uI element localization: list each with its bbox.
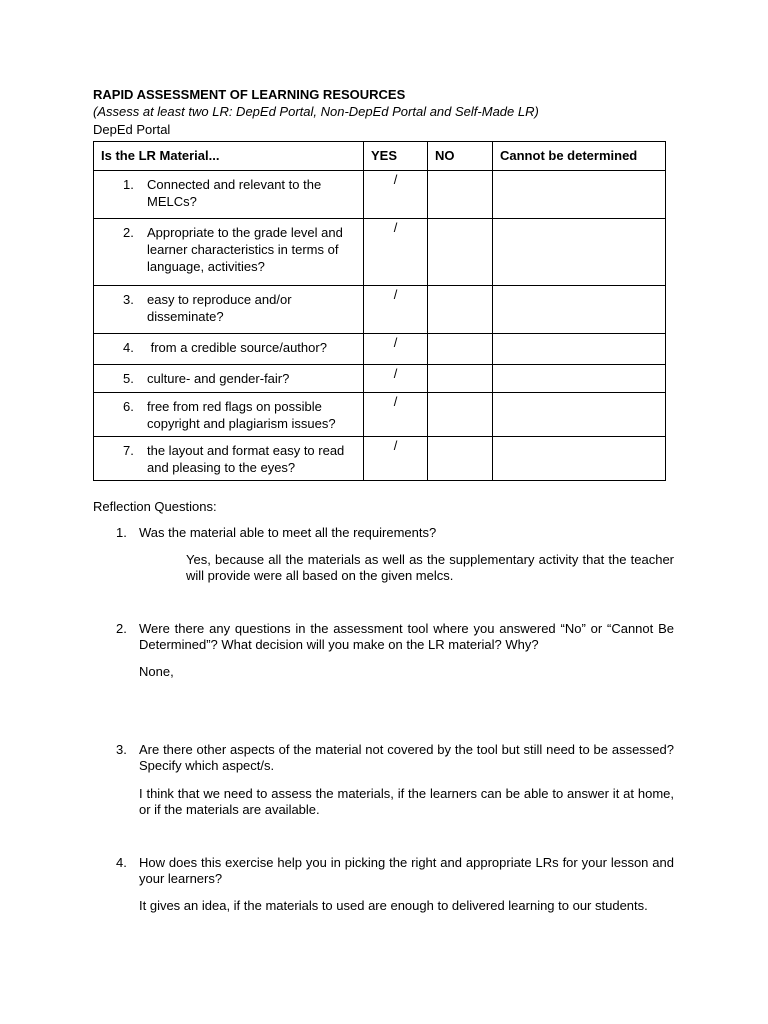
table-row bbox=[94, 286, 666, 334]
yes-cell: / bbox=[364, 219, 428, 286]
criterion-number: 6. bbox=[123, 399, 134, 414]
cbd-cell bbox=[493, 286, 666, 334]
yes-cell: / bbox=[364, 171, 428, 219]
page-subtitle: (Assess at least two LR: DepEd Portal, Non-DepEd Portal and Self-Made LR) bbox=[93, 104, 539, 119]
reflection-question-2 bbox=[116, 621, 674, 653]
no-cell bbox=[428, 171, 493, 219]
table-header-row bbox=[94, 142, 666, 171]
column-header-yes: YES bbox=[364, 142, 428, 171]
cbd-cell bbox=[493, 437, 666, 481]
criterion-cell bbox=[94, 219, 364, 286]
cbd-cell bbox=[493, 393, 666, 437]
question-text: How does this exercise help you in picking the right and appropriate LRs for your lesson and your learners? bbox=[139, 855, 674, 886]
criterion-cell bbox=[94, 171, 364, 219]
reflection-question-1 bbox=[116, 525, 674, 541]
table-row bbox=[94, 171, 666, 219]
criterion-text: the layout and format easy to read and pleasing to the eyes? bbox=[147, 443, 345, 475]
criterion-cell bbox=[94, 393, 364, 437]
cbd-cell bbox=[493, 171, 666, 219]
no-cell bbox=[428, 437, 493, 481]
column-header-material: Is the LR Material... bbox=[94, 142, 364, 171]
question-number: 3. bbox=[116, 742, 127, 757]
no-cell bbox=[428, 286, 493, 334]
question-number: 4. bbox=[116, 855, 127, 870]
table-row bbox=[94, 334, 666, 365]
criterion-cell bbox=[94, 334, 364, 365]
no-cell bbox=[428, 334, 493, 365]
criterion-text: from a credible source/author? bbox=[147, 340, 327, 355]
criterion-number: 5. bbox=[123, 371, 134, 386]
assessment-table bbox=[93, 141, 666, 481]
question-text: Were there any questions in the assessment tool where you answered “No” or “Cannot Be Determined”? What decision will you make on the LR material? Why? bbox=[139, 621, 674, 652]
question-text: Are there other aspects of the material not covered by the tool but still need to be assessed? Specify which aspect/s. bbox=[139, 742, 674, 773]
column-header-no: NO bbox=[428, 142, 493, 171]
table-row bbox=[94, 365, 666, 393]
question-number: 2. bbox=[116, 621, 127, 636]
reflection-question-3 bbox=[116, 742, 674, 774]
criterion-cell bbox=[94, 365, 364, 393]
criterion-number: 3. bbox=[123, 292, 134, 307]
page-title: RAPID ASSESSMENT OF LEARNING RESOURCES bbox=[93, 87, 406, 102]
no-cell bbox=[428, 219, 493, 286]
criterion-number: 2. bbox=[123, 225, 134, 240]
criterion-text: Appropriate to the grade level and learner characteristics in terms of language, activities? bbox=[147, 225, 343, 274]
reflection-answer-4: It gives an idea, if the materials to used are enough to delivered learning to our students. bbox=[139, 898, 648, 913]
table-row bbox=[94, 219, 666, 286]
yes-cell: / bbox=[364, 334, 428, 365]
criterion-number: 1. bbox=[123, 177, 134, 192]
table-row bbox=[94, 393, 666, 437]
reflection-answer-2: None, bbox=[139, 664, 174, 679]
criterion-cell bbox=[94, 437, 364, 481]
no-cell bbox=[428, 365, 493, 393]
question-number: 1. bbox=[116, 525, 127, 540]
criterion-text: culture- and gender-fair? bbox=[147, 371, 290, 386]
yes-cell: / bbox=[364, 437, 428, 481]
criterion-text: free from red flags on possible copyright and plagiarism issues? bbox=[147, 399, 336, 431]
criterion-text: easy to reproduce and/or disseminate? bbox=[147, 292, 292, 324]
cbd-cell bbox=[493, 334, 666, 365]
yes-cell: / bbox=[364, 365, 428, 393]
reflection-answer-1: Yes, because all the materials as well as the supplementary activity that the teacher will provide were all based on the given melcs. bbox=[186, 552, 674, 583]
reflection-question-4 bbox=[116, 855, 674, 887]
yes-cell: / bbox=[364, 286, 428, 334]
criterion-text: Connected and relevant to the MELCs? bbox=[147, 177, 322, 209]
criterion-number: 4. bbox=[123, 340, 134, 355]
column-header-cannot-determine: Cannot be determined bbox=[493, 142, 666, 171]
reflection-heading: Reflection Questions: bbox=[93, 499, 217, 514]
criterion-number: 7. bbox=[123, 443, 134, 458]
portal-label: DepEd Portal bbox=[93, 122, 171, 137]
question-text: Was the material able to meet all the requirements? bbox=[139, 525, 437, 540]
cbd-cell bbox=[493, 219, 666, 286]
table-row bbox=[94, 437, 666, 481]
criterion-cell bbox=[94, 286, 364, 334]
no-cell bbox=[428, 393, 493, 437]
cbd-cell bbox=[493, 365, 666, 393]
reflection-answer-3: I think that we need to assess the materials, if the learners can be able to answer it at home, or if the materials are available. bbox=[139, 786, 674, 817]
yes-cell: / bbox=[364, 393, 428, 437]
